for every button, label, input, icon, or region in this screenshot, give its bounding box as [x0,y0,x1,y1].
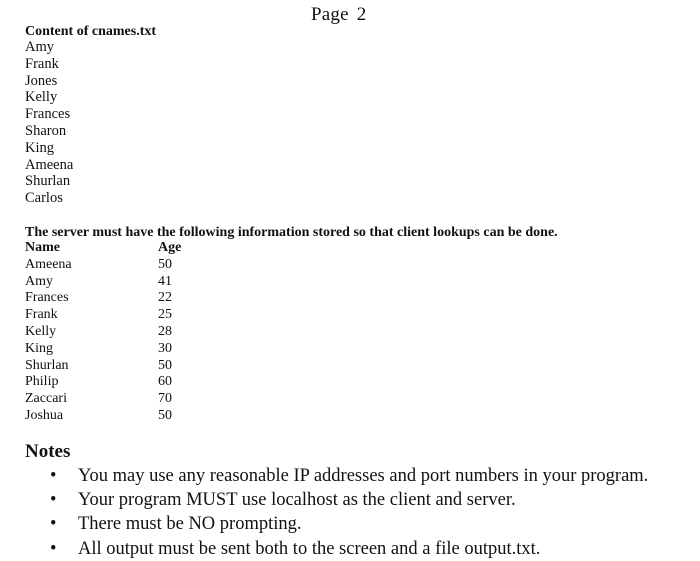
list-item: Ameena [25,156,74,173]
list-item: King [25,139,54,156]
page-label: Page [311,4,349,25]
cell-name: King [25,340,53,356]
cell-name: Frances [25,290,69,306]
cell-age: 30 [158,340,172,356]
cell-age: 50 [158,256,172,272]
list-item: Shurlan [25,173,71,190]
column-header-age: Age [158,240,182,255]
cnames-heading: Content of cnames.txt [25,24,157,39]
notes-heading: Notes [25,441,71,462]
column-header-name: Name [25,240,60,255]
note-text: All output must be sent both to the screen and a file output.txt. [78,538,541,559]
note-text: You may use any reasonable IP addresses and port numbers in your program. [78,466,649,486]
list-item: Frances [25,106,71,123]
server-heading: The server must have the following information stored so that client lookups can be done. [25,225,558,240]
cell-name: Joshua [25,407,64,423]
list-item: Frank [25,55,59,72]
cell-name: Philip [25,374,59,390]
note-text: Your program MUST use localhost as the client and server. [78,490,516,511]
cnames-list [25,39,73,207]
cell-name: Frank [25,307,58,323]
cell-age: 28 [158,323,172,339]
cell-name: Ameena [25,256,72,272]
cell-age: 70 [158,391,172,407]
cell-name: Shurlan [25,357,69,373]
list-item: Kelly [25,89,58,106]
cell-age: 50 [158,407,172,423]
cell-age: 60 [158,374,172,390]
cell-name: Zaccari [25,391,67,407]
list-item: Jones [25,72,58,89]
cell-age: 50 [158,357,172,373]
bullet-icon: • [50,538,57,559]
note-text: There must be NO prompting. [78,514,302,535]
cell-age: 22 [158,290,172,306]
cell-age: 41 [158,273,172,289]
list-item: Carlos [25,190,63,207]
cell-age: 25 [158,307,172,323]
cell-name: Kelly [25,323,57,339]
bullet-icon: • [50,490,57,511]
page-number: 2 [356,4,367,25]
page-number-header [311,4,366,26]
cell-name: Amy [25,273,53,289]
list-item: Amy [25,39,54,55]
bullet-icon: • [50,514,57,535]
bullet-icon: • [50,466,57,486]
list-item: Sharon [25,122,67,139]
